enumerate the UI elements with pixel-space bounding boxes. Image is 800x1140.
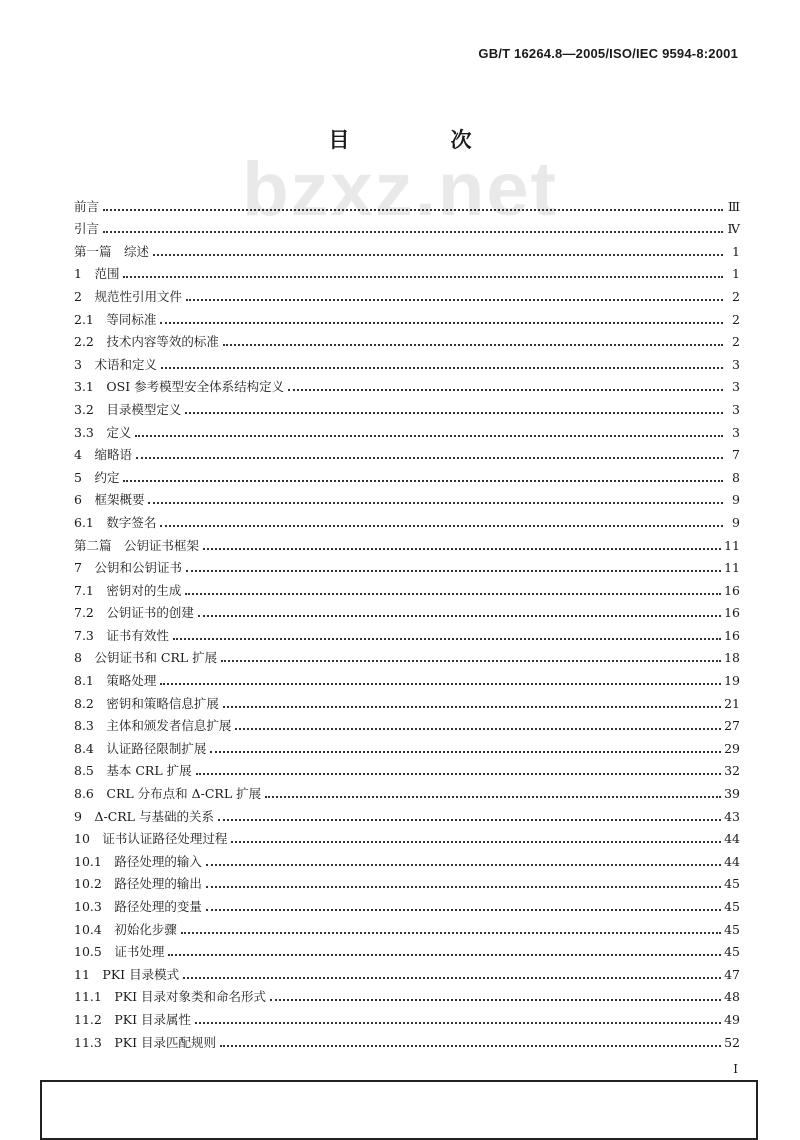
toc-entry-label: 11.3 PKI 目录匹配规则	[74, 1034, 216, 1050]
toc-entry-page: 45	[724, 944, 740, 960]
toc-entry	[74, 305, 740, 328]
toc-leader-dots	[265, 796, 721, 798]
toc-entry-page: 2	[732, 288, 740, 304]
toc-leader-dots	[123, 276, 723, 278]
toc-entry	[74, 599, 740, 622]
toc-entry-page: 16	[724, 605, 740, 621]
toc-entry	[74, 621, 740, 644]
toc-leader-dots	[160, 683, 721, 685]
toc-entry-page: 19	[724, 673, 740, 689]
toc-entry	[74, 1028, 740, 1051]
standard-number: GB/T 16264.8—2005/ISO/IEC 9594-8:2001	[478, 46, 738, 61]
toc-entry-page: 52	[724, 1034, 740, 1050]
toc-entry	[74, 373, 740, 396]
toc-leader-dots	[168, 954, 721, 956]
toc-entry	[74, 395, 740, 418]
toc-entry	[74, 712, 740, 735]
toc-entry-page: 2	[732, 334, 740, 350]
toc-entry-label: 3.1 OSI 参考模型安全体系结构定义	[74, 379, 285, 395]
toc-leader-dots	[218, 819, 721, 821]
toc-entry	[74, 418, 740, 441]
toc-entry	[74, 847, 740, 870]
toc-leader-dots	[103, 209, 723, 211]
toc-entry	[74, 282, 740, 305]
toc-leader-dots	[220, 1045, 721, 1047]
toc-entry-page: 1	[732, 243, 740, 259]
toc-leader-dots	[186, 299, 723, 301]
page-title: 目 次	[328, 127, 512, 152]
toc-entry-page: 43	[724, 808, 740, 824]
toc-entry-label: 8.3 主体和颁发者信息扩展	[74, 718, 232, 734]
toc-entry-label: 引言	[74, 221, 100, 237]
toc-entry-label: 8 公钥证书和 CRL 扩展	[74, 650, 218, 666]
toc-entry	[74, 215, 740, 238]
toc-entry-label: 2.2 技术内容等效的标准	[74, 334, 219, 350]
toc-entry-label: 第二篇 公钥证书框架	[74, 537, 200, 553]
toc-leader-dots	[153, 254, 723, 256]
toc-entry-label: 3.2 目录模型定义	[74, 401, 182, 417]
toc-entry-label: 8.5 基本 CRL 扩展	[74, 763, 192, 779]
toc-entry-page: 45	[724, 921, 740, 937]
toc-entry-label: 3.3 定义	[74, 424, 132, 440]
toc-entry	[74, 983, 740, 1006]
toc-entry	[74, 892, 740, 915]
toc-entry	[74, 441, 740, 464]
toc-entry	[74, 260, 740, 283]
toc-leader-dots	[148, 502, 723, 504]
toc-leader-dots	[198, 615, 721, 617]
toc-entry-label: 5 约定	[74, 469, 120, 485]
toc-entry	[74, 192, 740, 215]
toc-leader-dots	[223, 344, 723, 346]
toc-entry	[74, 463, 740, 486]
toc-entry-page: 27	[724, 718, 740, 734]
toc-entry-page: 49	[724, 1011, 740, 1027]
toc-entry-page: 18	[724, 650, 740, 666]
toc-leader-dots	[235, 728, 721, 730]
toc-entry-page: 9	[732, 492, 740, 508]
toc-entry-page: 44	[724, 831, 740, 847]
toc-entry-label: 7.2 公钥证书的创建	[74, 605, 194, 621]
toc-entry-label: 2.1 等同标准	[74, 311, 157, 327]
toc-leader-dots	[136, 457, 723, 459]
toc-entry-page: 39	[724, 786, 740, 802]
toc-entry-page: 3	[732, 356, 740, 372]
toc-leader-dots	[185, 593, 721, 595]
toc-entry-label: 10.4 初始化步骤	[74, 921, 177, 937]
toc-leader-dots	[135, 435, 723, 437]
toc-leader-dots	[160, 322, 723, 324]
toc-entry-label: 4 缩略语	[74, 447, 132, 463]
toc-entry-page: 45	[724, 876, 740, 892]
toc-entry-page: 11	[724, 537, 740, 553]
toc-entry	[74, 237, 740, 260]
toc-leader-dots	[196, 773, 721, 775]
toc-leader-dots	[185, 412, 723, 414]
toc-entry-page: 32	[724, 763, 740, 779]
toc-entry-label: 1 范围	[74, 266, 120, 282]
toc-entry	[74, 328, 740, 351]
toc-entry-page: 3	[732, 424, 740, 440]
toc-entry	[74, 960, 740, 983]
toc-leader-dots	[231, 841, 721, 843]
toc-leader-dots	[221, 660, 721, 662]
toc-entry-page: 45	[724, 899, 740, 914]
toc-leader-dots	[173, 638, 721, 640]
toc-entry-page: 3	[732, 379, 740, 395]
toc-entry-label: 2 规范性引用文件	[74, 288, 182, 304]
toc-leader-dots	[103, 231, 723, 233]
table-of-contents	[74, 192, 740, 1051]
toc-entry	[74, 644, 740, 667]
toc-entry	[74, 689, 740, 712]
toc-entry-page: 3	[732, 401, 740, 417]
toc-entry-page: Ⅳ	[727, 221, 740, 237]
toc-leader-dots	[181, 932, 721, 934]
toc-entry-page: 2	[732, 311, 740, 327]
toc-leader-dots	[288, 389, 723, 391]
toc-entry-page: 8	[732, 469, 740, 485]
toc-leader-dots	[206, 909, 721, 911]
toc-leader-dots	[223, 706, 721, 708]
toc-leader-dots	[186, 570, 721, 572]
toc-leader-dots	[183, 977, 721, 979]
toc-entry	[74, 757, 740, 780]
toc-leader-dots	[203, 548, 721, 550]
toc-entry-page: 29	[724, 740, 740, 756]
toc-entry-label: 前言	[74, 198, 100, 214]
toc-entry-page: 16	[724, 582, 740, 598]
toc-entry-label: 7 公钥和公钥证书	[74, 560, 182, 576]
toc-entry-label: 8.4 认证路径限制扩展	[74, 740, 207, 756]
toc-entry-label: 10 证书认证路径处理过程	[74, 831, 228, 847]
toc-entry-label: 8.2 密钥和策略信息扩展	[74, 695, 219, 711]
toc-entry	[74, 734, 740, 757]
toc-entry-label: 10.2 路径处理的输出	[74, 876, 202, 892]
footer-box	[40, 1080, 758, 1140]
toc-leader-dots	[270, 999, 721, 1001]
toc-entry-label: 第一篇 综述	[74, 243, 150, 259]
toc-entry-label: 10.3 路径处理的变量	[74, 899, 202, 914]
toc-entry-label: 7.1 密钥对的生成	[74, 582, 182, 598]
toc-entry	[74, 938, 740, 961]
watermark: bzxz.net	[242, 147, 558, 232]
toc-entry	[74, 486, 740, 509]
toc-leader-dots	[206, 864, 721, 866]
toc-entry	[74, 531, 740, 554]
toc-leader-dots	[195, 1022, 721, 1024]
toc-entry-page: 1	[732, 266, 740, 282]
toc-entry	[74, 802, 740, 825]
toc-entry-label: 10.5 证书处理	[74, 944, 165, 960]
toc-entry-page: 9	[732, 514, 740, 530]
toc-leader-dots	[161, 367, 723, 369]
toc-entry	[74, 554, 740, 577]
toc-entry-label: 11.2 PKI 目录属性	[74, 1011, 191, 1027]
toc-entry-page: 47	[724, 966, 740, 982]
toc-entry	[74, 915, 740, 938]
toc-leader-dots	[210, 751, 721, 753]
page-number: Ⅰ	[733, 1062, 738, 1076]
toc-leader-dots	[123, 480, 723, 482]
toc-entry	[74, 576, 740, 599]
toc-entry-label: 8.6 CRL 分布点和 Δ-CRL 扩展	[74, 786, 262, 802]
toc-entry-label: 9 Δ-CRL 与基础的关系	[74, 808, 214, 824]
toc-entry-page: 11	[724, 560, 740, 576]
toc-entry	[74, 350, 740, 373]
toc-entry-page: 44	[724, 853, 740, 869]
toc-entry-page: Ⅲ	[727, 198, 740, 214]
toc-entry-label: 10.1 路径处理的输入	[74, 853, 202, 869]
toc-entry-label: 7.3 证书有效性	[74, 627, 169, 643]
toc-entry-label: 6.1 数字签名	[74, 514, 157, 530]
toc-entry-label: 8.1 策略处理	[74, 673, 157, 689]
toc-entry-page: 16	[724, 627, 740, 643]
toc-leader-dots	[206, 886, 721, 888]
toc-entry-page: 7	[732, 447, 740, 463]
toc-entry	[74, 508, 740, 531]
toc-entry-page: 21	[724, 695, 740, 711]
toc-entry-page: 48	[724, 989, 740, 1005]
toc-leader-dots	[160, 525, 723, 527]
toc-entry	[74, 1005, 740, 1028]
toc-entry-label: 6 框架概要	[74, 492, 145, 508]
toc-entry-label: 11 PKI 目录模式	[74, 966, 180, 982]
toc-entry	[74, 870, 740, 893]
toc-entry-label: 3 术语和定义	[74, 356, 157, 372]
toc-entry	[74, 825, 740, 848]
toc-entry	[74, 666, 740, 689]
toc-entry-label: 11.1 PKI 目录对象类和命名形式	[74, 989, 266, 1005]
toc-entry	[74, 779, 740, 802]
